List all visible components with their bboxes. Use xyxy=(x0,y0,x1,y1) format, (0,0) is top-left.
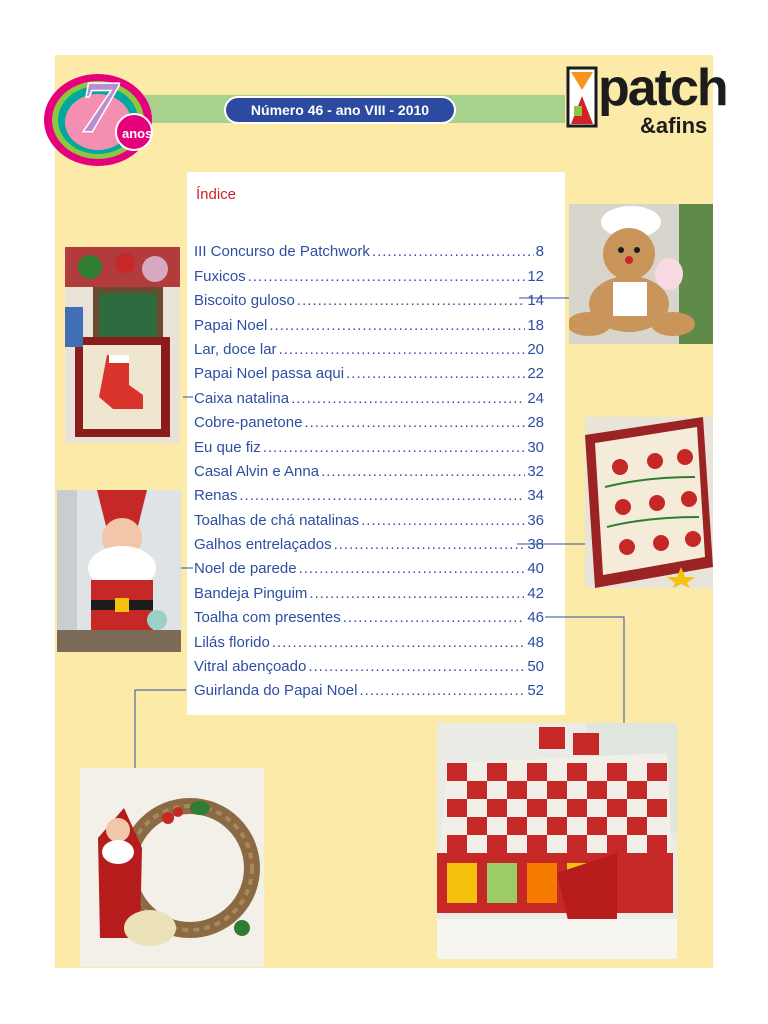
entry-leader-dots xyxy=(304,414,525,432)
entry-page-number: 32 xyxy=(527,462,544,480)
entry-leader-dots xyxy=(263,439,526,457)
entry-leader-dots xyxy=(343,609,526,627)
entry-leader-dots xyxy=(272,634,525,652)
seven-years-badge xyxy=(40,60,156,168)
entry-leader-dots xyxy=(321,463,525,481)
entry-title: Papai Noel xyxy=(194,316,268,334)
logo-amp: & xyxy=(640,113,656,138)
entry-page-number: 52 xyxy=(527,682,544,700)
entry-title: Casal Alvin e Anna xyxy=(194,462,320,480)
entry-title: Toalhas de chá natalinas xyxy=(194,511,360,529)
index-entry xyxy=(194,554,544,578)
entry-leader-dots xyxy=(291,390,525,408)
index-entry xyxy=(194,457,544,481)
index-entry xyxy=(194,359,544,383)
entry-leader-dots xyxy=(279,341,526,359)
entry-page-number: 40 xyxy=(527,560,544,578)
index-entry xyxy=(194,530,544,554)
noel-de-parede-photo xyxy=(57,490,181,652)
issue-pill xyxy=(224,96,456,124)
entry-title: Papai Noel passa aqui xyxy=(194,365,345,383)
index-entry xyxy=(194,335,544,359)
entry-page-number: 20 xyxy=(527,340,544,358)
entry-page-number: 24 xyxy=(527,389,544,407)
badge-word: anos xyxy=(122,126,153,141)
entry-leader-dots xyxy=(308,658,525,676)
entry-leader-dots xyxy=(309,585,525,603)
entry-leader-dots xyxy=(269,317,525,335)
entry-title: Eu que fiz xyxy=(194,438,261,456)
index-entry xyxy=(194,383,544,407)
entry-title: Noel de parede xyxy=(194,560,297,578)
index-title: Índice xyxy=(196,186,237,203)
index-entry xyxy=(194,408,544,432)
badge-number: 7 xyxy=(80,67,117,149)
caixa-natalina-photo xyxy=(65,247,180,443)
entry-title: Guirlanda do Papai Noel xyxy=(194,682,358,700)
issue-text: Número 46 - ano VIII - 2010 xyxy=(250,102,430,118)
entry-page-number: 34 xyxy=(527,487,544,505)
entry-title: Toalha com presentes xyxy=(194,609,341,627)
entry-leader-dots xyxy=(299,560,526,578)
entry-title: Vitral abençoado xyxy=(194,658,307,676)
entry-leader-dots xyxy=(239,487,525,505)
index-entry xyxy=(194,505,544,529)
guirlanda-photo xyxy=(80,768,264,967)
entry-leader-dots xyxy=(361,512,525,530)
entry-page-number: 14 xyxy=(527,292,544,310)
biscoito-guloso-photo xyxy=(569,204,713,344)
logo-sub-text xyxy=(640,114,707,138)
index-entry xyxy=(194,627,544,651)
logo-sub-word: afins xyxy=(655,113,708,138)
entry-leader-dots xyxy=(297,292,525,310)
entry-leader-dots xyxy=(372,243,534,261)
index-entry xyxy=(194,286,544,310)
entry-page-number: 12 xyxy=(527,267,544,285)
index-entry xyxy=(194,237,544,261)
index-entry xyxy=(194,432,544,456)
entry-title: Cobre-panetone xyxy=(194,414,303,432)
entry-title: Caixa natalina xyxy=(194,389,290,407)
index-entry xyxy=(194,481,544,505)
entry-page-number: 38 xyxy=(527,536,544,554)
entry-page-number: 48 xyxy=(527,633,544,651)
quilt-galhos-photo xyxy=(585,417,713,588)
logo-main-text: patch xyxy=(598,59,727,117)
entry-title: Lar, doce lar xyxy=(194,340,277,358)
entry-title: Galhos entrelaçados xyxy=(194,536,332,554)
index-entry xyxy=(194,578,544,602)
entry-title: III Concurso de Patchwork xyxy=(194,243,370,261)
index-entry xyxy=(194,261,544,285)
index-entry xyxy=(194,310,544,334)
entry-page-number: 22 xyxy=(527,365,544,383)
index-entry xyxy=(194,603,544,627)
toalha-presentes-photo xyxy=(437,723,677,959)
entry-title: Lilás florido xyxy=(194,633,270,651)
entry-title: Fuxicos xyxy=(194,267,246,285)
entry-page-number: 28 xyxy=(527,414,544,432)
entry-page-number: 50 xyxy=(527,658,544,676)
entry-leader-dots xyxy=(248,268,526,286)
entry-page-number: 36 xyxy=(527,511,544,529)
entry-page-number: 8 xyxy=(535,243,544,261)
entry-leader-dots xyxy=(346,365,525,383)
entry-title: Biscoito guloso xyxy=(194,292,295,310)
index-entry xyxy=(194,652,544,676)
entry-leader-dots xyxy=(359,682,525,700)
entry-title: Renas xyxy=(194,487,238,505)
entry-page-number: 30 xyxy=(527,438,544,456)
entry-page-number: 18 xyxy=(527,316,544,334)
index-entry xyxy=(194,676,544,700)
entry-page-number: 42 xyxy=(527,584,544,602)
index-list xyxy=(194,237,544,700)
entry-page-number: 46 xyxy=(527,609,544,627)
entry-title: Bandeja Pinguim xyxy=(194,584,308,602)
entry-leader-dots xyxy=(334,536,526,554)
